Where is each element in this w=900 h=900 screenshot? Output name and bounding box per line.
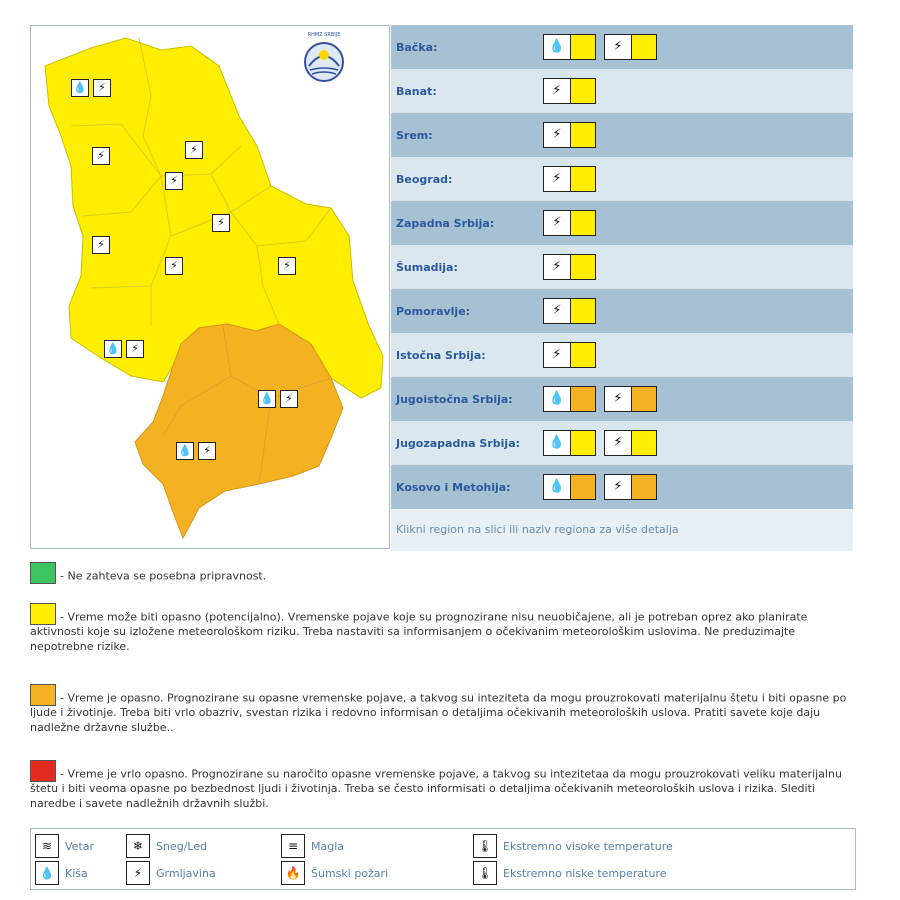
hint-row — [391, 509, 853, 551]
level-orange — [571, 475, 595, 499]
region-name[interactable]: Kosovo i Metohija: — [396, 480, 511, 494]
thunderstorm-icon: ⚡ — [544, 211, 571, 235]
green-swatch — [30, 562, 56, 584]
thunderstorm-icon: ⚡ — [280, 390, 298, 408]
rain-icon: 💧 — [71, 79, 89, 97]
map-marker-backa[interactable] — [71, 79, 111, 97]
warning-badge[interactable] — [604, 34, 657, 60]
thunderstorm-icon: ⚡ — [544, 255, 571, 279]
legend-yellow — [30, 603, 856, 654]
warning-badge[interactable] — [604, 386, 657, 412]
rain-icon: 💧 — [544, 387, 571, 411]
region-name[interactable]: Bačka: — [396, 40, 438, 54]
warning-badge[interactable] — [604, 474, 657, 500]
rhmz-logo[interactable] — [299, 32, 349, 96]
level-yellow — [571, 343, 595, 367]
region-name[interactable]: Srem: — [396, 128, 433, 142]
legend-label: Vetar — [65, 839, 95, 853]
legend-green-text: - Ne zahteva se posebna pripravnost. — [60, 569, 267, 583]
map-marker-pomoravlje[interactable] — [212, 214, 230, 232]
thunderstorm-icon: ⚡ — [605, 431, 632, 455]
rain-icon: 💧 — [176, 442, 194, 460]
map-marker-sumadija[interactable] — [165, 257, 183, 275]
warning-badge[interactable] — [543, 254, 596, 280]
level-yellow — [632, 35, 656, 59]
orange-swatch — [30, 684, 56, 706]
map-marker-banat[interactable] — [185, 141, 203, 159]
region-row-pomoravlje[interactable] — [391, 289, 853, 333]
legend-item-visoke — [473, 834, 673, 858]
rain-icon: 💧 — [544, 35, 571, 59]
warning-badge[interactable] — [604, 430, 657, 456]
thunderstorm-icon: ⚡ — [544, 167, 571, 191]
legend-item-niske — [473, 861, 666, 885]
level-orange — [571, 387, 595, 411]
level-yellow — [571, 255, 595, 279]
rain-icon: 💧 — [544, 475, 571, 499]
yellow-swatch — [30, 603, 56, 625]
thunderstorm-icon: ⚡ — [605, 35, 632, 59]
map-marker-jugozapadna-srbija[interactable] — [104, 340, 144, 358]
level-orange — [632, 475, 656, 499]
thunderstorm-icon: ⚡ — [605, 387, 632, 411]
legend-item-kisa — [35, 861, 88, 885]
warning-badge[interactable] — [543, 298, 596, 324]
region-name[interactable]: Šumadija: — [396, 260, 458, 274]
thunderstorm-icon: ⚡ — [544, 299, 571, 323]
level-yellow — [571, 123, 595, 147]
rain-icon: 💧 — [35, 861, 59, 885]
thunderstorm-icon: ⚡ — [605, 475, 632, 499]
legend-green — [30, 562, 856, 584]
warning-badge[interactable] — [543, 474, 596, 500]
map-marker-srem[interactable] — [92, 147, 110, 165]
rain-icon: 💧 — [258, 390, 276, 408]
map-marker-jugoistocna-srbija[interactable] — [258, 390, 298, 408]
map-marker-istocna-srbija[interactable] — [278, 257, 296, 275]
snow-icon: ❄ — [126, 834, 150, 858]
warning-badge[interactable] — [543, 34, 596, 60]
region-name[interactable]: Istočna Srbija: — [396, 348, 486, 362]
legend-red-text: - Vreme je vrlo opasno. Prognozirane su naročito opasne vremenske pojave, a takvog su intezitetaa da mogu prouzrokovati veliku materijalnu štetu i biti veoma opasne po bezbednost ljudi i životinja. Treba se često informisati o detaljima očekivanih meteoroloških uslova i rizika. Slediti naredbe i savete nadležnih državnih službi. — [30, 767, 842, 810]
red-swatch — [30, 760, 56, 782]
fog-icon: ≡ — [281, 834, 305, 858]
wind-icon: ≋ — [35, 834, 59, 858]
region-name[interactable]: Beograd: — [396, 172, 453, 186]
rain-icon: 💧 — [544, 431, 571, 455]
hint-text: Klikni region na slici ili naziv regiona za više detalja — [396, 523, 679, 536]
region-name[interactable]: Banat: — [396, 84, 437, 98]
level-yellow — [571, 431, 595, 455]
region-row-srem[interactable] — [391, 113, 853, 157]
region-row-backa[interactable] — [391, 25, 853, 69]
thermometer-low-icon: 🌡 — [473, 861, 497, 885]
warning-badge[interactable] — [543, 210, 596, 236]
map-marker-beograd[interactable] — [165, 172, 183, 190]
warning-badge[interactable] — [543, 342, 596, 368]
region-row-kosovo-i-metohija[interactable] — [391, 465, 853, 509]
thunderstorm-icon: ⚡ — [212, 214, 230, 232]
warning-badge[interactable] — [543, 78, 596, 104]
warning-badge[interactable] — [543, 122, 596, 148]
region-row-istocna-srbija[interactable] — [391, 333, 853, 377]
serbia-map — [31, 26, 389, 548]
legend-item-sneg — [126, 834, 207, 858]
rain-icon: 💧 — [104, 340, 122, 358]
level-yellow — [571, 211, 595, 235]
region-row-banat[interactable] — [391, 69, 853, 113]
legend-item-vetar — [35, 834, 94, 858]
thunderstorm-icon: ⚡ — [544, 343, 571, 367]
legend-orange — [30, 684, 856, 735]
region-row-jugozapadna-srbija[interactable] — [391, 421, 853, 465]
thunderstorm-icon: ⚡ — [278, 257, 296, 275]
legend-label: Magla — [311, 839, 345, 853]
region-name[interactable]: Zapadna Srbija: — [396, 216, 495, 230]
legend-red — [30, 760, 856, 811]
logo-text: RHMZ SRBIJE — [307, 32, 341, 38]
legend-label: Kiša — [65, 866, 88, 880]
thunderstorm-icon: ⚡ — [92, 147, 110, 165]
warning-map — [30, 25, 390, 549]
forest-fire-icon: 🔥 — [281, 861, 305, 885]
region-row-beograd[interactable] — [391, 157, 853, 201]
thunderstorm-icon: ⚡ — [544, 79, 571, 103]
legend-label: Grmljavina — [156, 866, 216, 880]
legend-label: Ekstremno visoke temperature — [503, 839, 673, 853]
level-orange — [632, 387, 656, 411]
map-marker-zapadna-srbija[interactable] — [92, 236, 110, 254]
warning-badge[interactable] — [543, 430, 596, 456]
region-table — [391, 25, 853, 551]
legend-item-magla — [281, 834, 344, 858]
legend-label: Šumski požari — [311, 866, 389, 880]
region-row-jugoistocna-srbija[interactable] — [391, 377, 853, 421]
thermometer-high-icon: 🌡 — [473, 834, 497, 858]
thunderstorm-icon: ⚡ — [544, 123, 571, 147]
region-name[interactable]: Pomoravlje: — [396, 304, 471, 318]
map-marker-kosovo-i-metohija[interactable] — [176, 442, 216, 460]
thunderstorm-icon: ⚡ — [185, 141, 203, 159]
warning-badge[interactable] — [543, 386, 596, 412]
thunderstorm-icon: ⚡ — [198, 442, 216, 460]
legend-orange-text: - Vreme je opasno. Prognozirane su opasne vremenske pojave, a takvog su inteziteta da mogu prouzrokovati materijalnu štetu i biti opasne po ljude i životinje. Treba biti vrlo obazriv, svestan rizika i redovno informisan o detaljima očekivanih meteoroloških uslova. Pratiti savete koje daju nadležne državne službe.. — [30, 691, 847, 734]
region-row-sumadija[interactable] — [391, 245, 853, 289]
level-yellow — [571, 35, 595, 59]
thunderstorm-icon: ⚡ — [93, 79, 111, 97]
region-row-zapadna-srbija[interactable] — [391, 201, 853, 245]
legend-label: Sneg/Led — [156, 839, 208, 853]
thunderstorm-icon: ⚡ — [92, 236, 110, 254]
level-yellow — [632, 431, 656, 455]
legend-label: Ekstremno niske temperature — [503, 866, 667, 880]
level-yellow — [571, 79, 595, 103]
level-yellow — [571, 299, 595, 323]
level-yellow — [571, 167, 595, 191]
icon-legend — [30, 828, 856, 890]
legend-item-pozari — [281, 861, 388, 885]
thunderstorm-icon: ⚡ — [126, 861, 150, 885]
warning-badge[interactable] — [543, 166, 596, 192]
thunderstorm-icon: ⚡ — [165, 172, 183, 190]
thunderstorm-icon: ⚡ — [165, 257, 183, 275]
thunderstorm-icon: ⚡ — [126, 340, 144, 358]
region-name[interactable]: Jugoistočna Srbija: — [396, 392, 513, 406]
region-name[interactable]: Jugozapadna Srbija: — [396, 436, 521, 450]
legend-item-grmljavina — [126, 861, 216, 885]
legend-yellow-text: - Vreme može biti opasno (potencijalno). Vremenske pojave koje su prognozirane nisu neuobičajene, ali je potreban oprez ako planirate aktivnosti koje su izložene meteorološkom riziku. Treba nastaviti sa informisanjem o očekivanim meteorološkim uslovima. Ne preduzimajte nepotrebne rizike. — [30, 610, 808, 653]
